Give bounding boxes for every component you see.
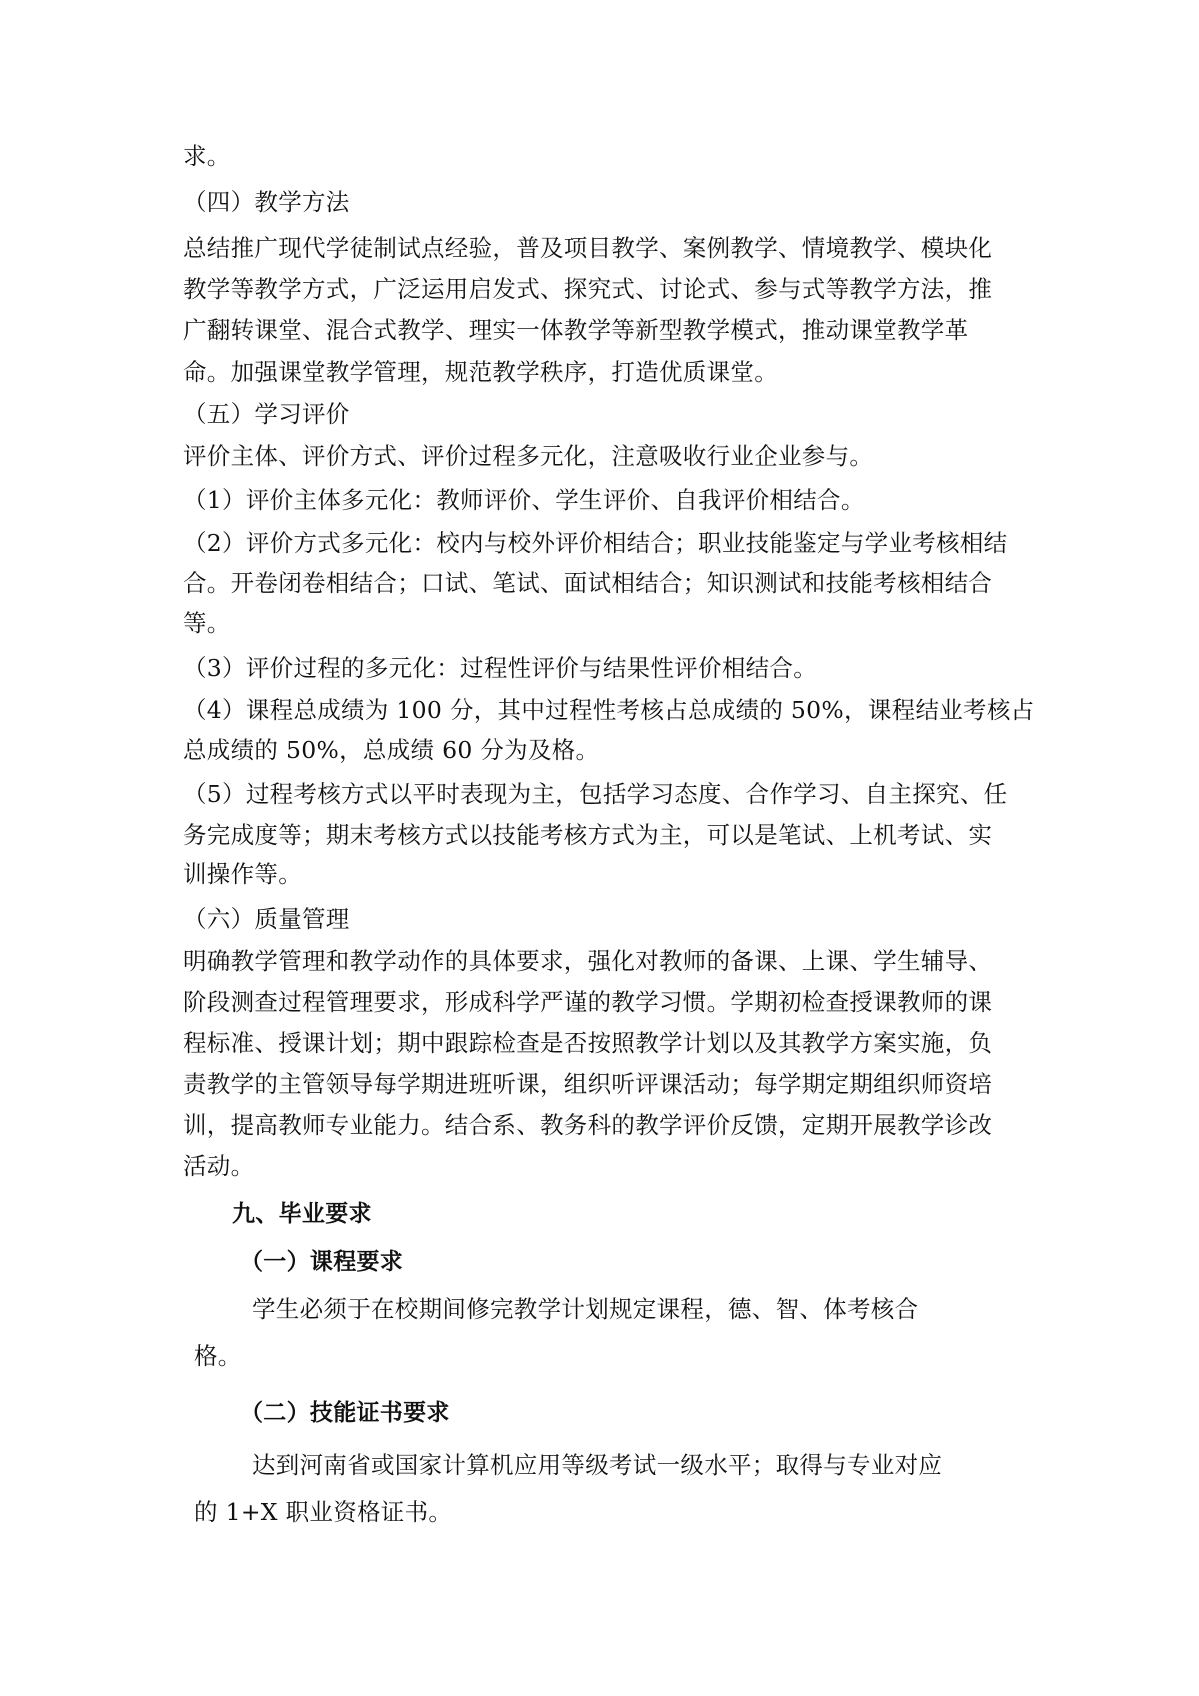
- chapter-heading-graduation-requirements: 九、毕业要求: [232, 1201, 372, 1227]
- section-heading-course-requirements: （一）课程要求: [240, 1249, 404, 1275]
- text-line: 训操作等。: [183, 860, 302, 888]
- text-line: （5）过程考核方式以平时表现为主，包括学习态度、合作学习、自主探究、任: [183, 780, 1008, 808]
- text-line: 明确教学管理和教学动作的具体要求，强化对教师的备课、上课、学生辅导、: [183, 947, 993, 975]
- section-heading-teaching-methods: （四）教学方法: [183, 188, 350, 216]
- text-line: 等。: [183, 609, 231, 637]
- text-line: 达到河南省或国家计算机应用等级考试一级水平；取得与专业对应: [252, 1451, 943, 1479]
- text-line: 总结推广现代学徒制试点经验，普及项目教学、案例教学、情境教学、模块化: [183, 234, 993, 262]
- text-line: 责教学的主管领导每学期进班听课，组织听评课活动；每学期定期组织师资培: [183, 1070, 993, 1098]
- text-line: 总成绩的 50%，总成绩 60 分为及格。: [183, 736, 600, 764]
- text-line: （1）评价主体多元化：教师评价、学生评价、自我评价相结合。: [183, 486, 865, 514]
- text-line: 阶段测查过程管理要求，形成科学严谨的教学习惯。学期初检查授课教师的课: [183, 988, 993, 1016]
- text-line: （2）评价方式多元化：校内与校外评价相结合；职业技能鉴定与学业考核相结: [183, 529, 1008, 557]
- text-line: 训，提高教师专业能力。结合系、教务科的教学评价反馈，定期开展教学诊改: [183, 1111, 993, 1139]
- text-line: 的 1+X 职业资格证书。: [194, 1498, 453, 1526]
- text-line: （4）课程总成绩为 100 分，其中过程性考核占总成绩的 50%，课程结业考核占: [183, 696, 1035, 724]
- text-line: 教学等教学方式，广泛运用启发式、探究式、讨论式、参与式等教学方法，推: [183, 275, 993, 303]
- text-line: 务完成度等；期末考核方式以技能考核方式为主，可以是笔试、上机考试、实: [183, 821, 993, 849]
- text-line: 活动。: [183, 1152, 255, 1180]
- section-heading-quality-management: （六）质量管理: [183, 905, 350, 933]
- section-heading-learning-evaluation: （五）学习评价: [183, 400, 350, 428]
- text-line: （3）评价过程的多元化：过程性评价与结果性评价相结合。: [183, 654, 818, 682]
- text-line: 格。: [194, 1342, 242, 1370]
- text-line: 合。开卷闭卷相结合；口试、笔试、面试相结合；知识测试和技能考核相结合: [183, 569, 993, 597]
- text-line: 学生必须于在校期间修完教学计划规定课程，德、智、体考核合: [252, 1295, 919, 1323]
- text-line: 评价主体、评价方式、评价过程多元化，注意吸收行业企业参与。: [183, 442, 874, 470]
- text-line: 程标准、授课计划；期中跟踪检查是否按照教学计划以及其教学方案实施，负: [183, 1029, 993, 1057]
- text-line: 广翻转课堂、混合式教学、理实一体教学等新型教学模式，推动课堂教学革: [183, 316, 969, 344]
- section-heading-certificate-requirements: （二）技能证书要求: [240, 1400, 450, 1426]
- text-line: 命。加强课堂教学管理，规范教学秩序，打造优质课堂。: [183, 358, 778, 386]
- text-line: 求。: [183, 142, 231, 170]
